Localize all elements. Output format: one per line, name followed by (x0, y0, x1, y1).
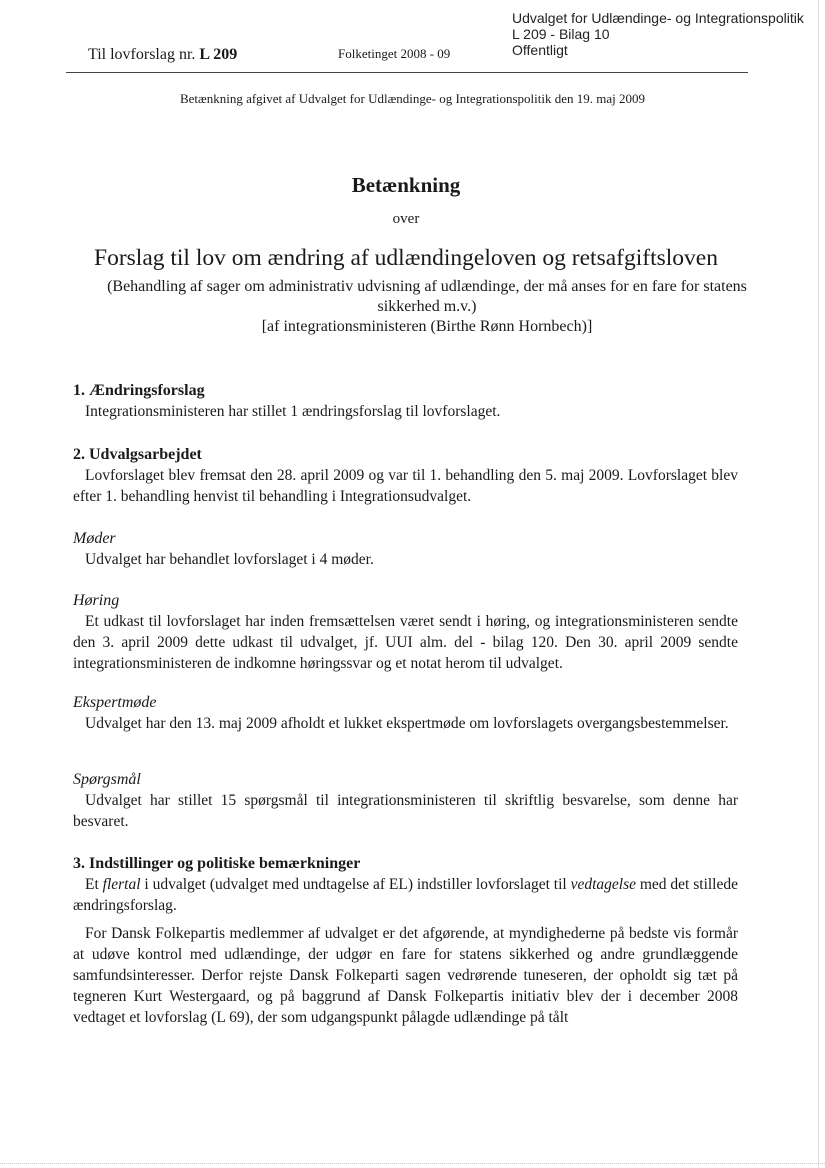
title-connector: over (392, 211, 420, 227)
subsection-sporgsmal (73, 769, 738, 832)
bill-number: L 209 (199, 46, 238, 63)
p1-flertal: flertal (102, 876, 141, 893)
subsection-moder-text: Udvalget har behandlet lovforslaget i 4 møder. (85, 551, 374, 568)
scan-edge (818, 0, 819, 1168)
section-3-paragraph-1 (73, 874, 738, 916)
section-1 (73, 380, 738, 422)
law-description-line-1: (Behandling af sager om administrativ udvisning af udlændinge, der må anses for en fare for statens (107, 278, 747, 295)
section-1-heading: 1. Ændringsforslag (73, 382, 205, 399)
report-subheader: Betænkning afgivet af Udvalget for Udlændinge- og Integrationspolitik den 19. maj 2009 (179, 91, 646, 106)
law-description (60, 277, 794, 337)
document-title: Betænkning (351, 173, 461, 197)
section-3-paragraph-2: For Dansk Folkepartis medlemmer af udvalget er det afgørende, at myndighederne på bedste vis formår at udøve kontrol med udlændinge, der udgør en fare for statens sikkerhed og andre grundlæggende samfundsinteresser. Derfor rejste Dansk Folkeparti sagen vedrørende tuneseren, der opholdt sig tæt på tegneren Kurt Westergaard, og på baggrund af Dansk Folkepartis initiativ blev der i december 2008 vedtaget et lovforslag (L 69), der som udgangspunkt pålagde udlændinge på tålt (73, 925, 738, 1026)
stamp-committee: Udvalget for Udlændinge- og Integrationspolitik (512, 10, 804, 26)
bill-reference (88, 46, 237, 64)
scan-bottom-line (0, 1163, 825, 1164)
stamp-status: Offentligt (512, 42, 568, 58)
header-divider (66, 72, 748, 73)
bill-reference-prefix: Til lovforslag nr. (88, 46, 196, 63)
parliament-session: Folketinget 2008 - 09 (338, 46, 451, 61)
section-2-heading: 2. Udvalgsarbejdet (73, 446, 202, 463)
p1-part-b: i udvalget (udvalget med undtagelse af EL) indstiller lovforslaget til (140, 876, 571, 893)
section-3-heading: 3. Indstillinger og politiske bemærkninger (73, 855, 361, 872)
law-title: Forslag til lov om ændring af udlændingeloven og retsafgiftsloven (94, 245, 718, 271)
subsection-horing-heading: Høring (73, 592, 120, 609)
subsection-horing (73, 590, 738, 674)
p1-part-c: med det stillede ændringsforslag. (73, 876, 738, 914)
subsection-ekspertmode-heading: Ekspertmøde (73, 694, 157, 711)
section-2-text: Lovforslaget blev fremsat den 28. april 2009 og var til 1. behandling den 5. maj 2009. Lovforslaget blev efter 1. behandling henvist til behandling i Integrationsudvalget. (73, 467, 738, 505)
document-stamp (512, 10, 804, 58)
subsection-moder-heading: Møder (73, 530, 116, 547)
subsection-ekspertmode (73, 692, 738, 734)
subsection-sporgsmal-heading: Spørgsmål (73, 771, 141, 788)
subsection-horing-text: Et udkast til lovforslaget har inden fremsættelsen været sendt i høring, og integrationsministeren sendte den 3. april 2009 dette udkast til udvalget, jf. UUI alm. del - bilag 120. Den 30. april 2009 sendte integrationsministeren de indkomne høringssvar og et notat herom til udvalget. (73, 613, 738, 672)
subsection-sporgsmal-text: Udvalget har stillet 15 spørgsmål til integrationsministeren til skriftlig besvarelse, som denne har besvaret. (73, 792, 738, 830)
section-1-text: Integrationsministeren har stillet 1 ændringsforslag til lovforslaget. (85, 403, 501, 420)
section-3 (73, 853, 738, 1028)
law-description-line-2: sikkerhed m.v.) (377, 298, 477, 315)
subsection-ekspertmode-text: Udvalget har den 13. maj 2009 afholdt et lukket ekspertmøde om lovforslagets overgangsbestemmelser. (85, 715, 729, 732)
p1-vedtagelse: vedtagelse (570, 876, 636, 893)
law-proposer: [af integrationsministeren (Birthe Rønn Hornbech)] (261, 318, 593, 335)
subsection-moder (73, 528, 738, 570)
stamp-reference: L 209 - Bilag 10 (512, 26, 610, 42)
section-2 (73, 444, 738, 507)
p1-part-a: Et (85, 876, 103, 893)
